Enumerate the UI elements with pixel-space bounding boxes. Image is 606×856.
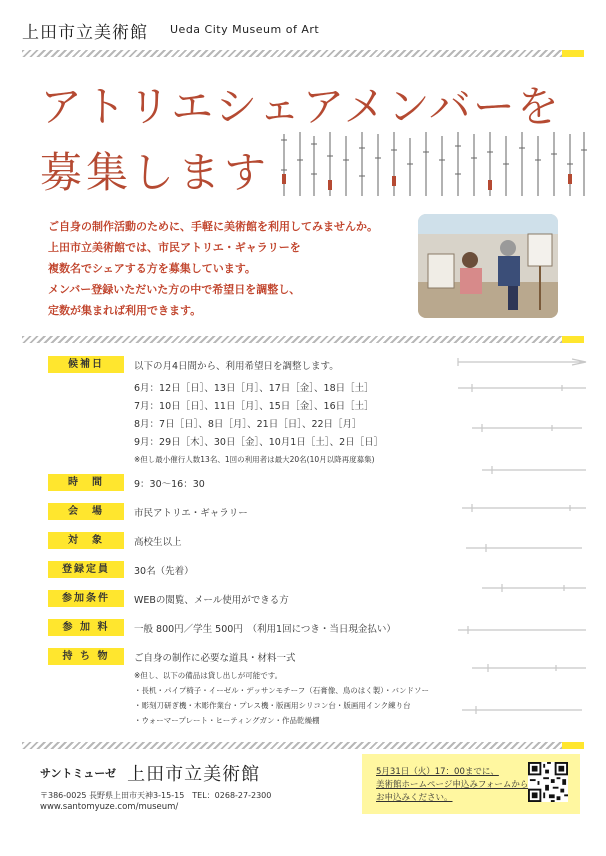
label-time: 時 間 (48, 474, 124, 491)
website-link[interactable]: www.santomyuze.com/museum/ (40, 802, 179, 812)
mid-divider (22, 336, 562, 343)
schedule-august: 8月：7日［日］、8日［月］、21日［日］、22日［月］ (134, 419, 362, 430)
deadline-line: お申込みください。 (376, 793, 453, 803)
santomyuze-logo: サントミューゼ (40, 767, 117, 780)
time-value: 9：30〜16：30 (134, 479, 205, 490)
footer-divider-accent (562, 742, 584, 749)
intro-text (48, 216, 378, 321)
dates-lead: 以下の月4日間から、利用希望日を調整します。 (134, 361, 339, 372)
museum-name-jp: 上田市立美術館 (22, 23, 148, 43)
intro-line: メンバー登録いただいた方の中で希望日を調整し、 (48, 283, 301, 296)
bring-note: ・彫刻刀研ぎ機・木彫作業台・プレス機・版画用シリコン台・版画用インク練り台 (134, 701, 411, 710)
schedule-june: 6月：12日［日］、13日［月］、17日［金］、18日［土］ (134, 383, 374, 394)
top-divider (22, 50, 562, 57)
footer-logo (40, 760, 260, 786)
label-venue: 会 場 (48, 503, 124, 520)
label-bring: 持 ち 物 (48, 648, 124, 665)
fee-value: 一般 800円／学生 500円 （利用1回につき・当日現金払い） (134, 624, 396, 635)
bring-note: ・ウォーマープレート・ヒーティングガン・作品乾燥棚 (134, 716, 320, 725)
label-capacity: 登録定員 (48, 561, 124, 578)
schedule-july: 7月：10日［日］、11日［月］、15日［金］、16日［土］ (134, 401, 374, 412)
bring-note: ※但し、以下の備品は貸し出しが可能です。 (134, 671, 283, 680)
title-line-2: 募集します (40, 148, 271, 197)
title-line-1: アトリエシェアメンバーを (40, 82, 561, 131)
footer-divider (22, 742, 562, 749)
label-condition: 参加条件 (48, 590, 124, 607)
label-target: 対 象 (48, 532, 124, 549)
deadline-line: 美術館ホームページ申込みフォームから (376, 780, 529, 790)
intro-line: 定数が集まれば利用できます。 (48, 304, 202, 317)
brushes-illustration (278, 130, 590, 200)
address: 〒386-0025 長野県上田市天神3-15-15 TEL：0268-27-2300 (40, 791, 272, 800)
intro-line: 複数名でシェアする方を募集しています。 (48, 262, 256, 275)
intro-line: 上田市立美術館では、市民アトリエ・ギャラリーを (48, 241, 301, 254)
qr-code[interactable] (528, 762, 568, 802)
bring-note: ・長机・パイプ椅子・イーゼル・デッサンモチーフ（石膏像、鳥のはく製）・バンドソー (134, 686, 429, 695)
target-value: 高校生以上 (134, 537, 182, 548)
dates-note: ※但し最小催行人数13名、1回の利用者は最大20名(10月以降再度募集) (134, 455, 375, 464)
label-dates: 候補日 (48, 356, 124, 373)
museum-name-en: Ueda City Museum of Art (170, 23, 320, 36)
condition-value: WEBの閲覧、メール使用ができる方 (134, 595, 289, 606)
venue-value: 市民アトリエ・ギャラリー (134, 508, 248, 519)
footer-museum-name: 上田市立美術館 (127, 764, 261, 785)
intro-line: ご自身の制作活動のために、手軽に美術館を利用してみませんか。 (48, 220, 378, 233)
pens-illustration (452, 348, 592, 728)
schedule-september: 9月：29日［木］、30日［金］、10月1日［土］、2日［日］ (134, 437, 384, 448)
mid-divider-accent (562, 336, 584, 343)
deadline-line: 5月31日（火）17：00までに、 (376, 767, 499, 777)
top-divider-accent (562, 50, 584, 57)
bring-value: ご自身の制作に必要な道具・材料一式 (134, 653, 296, 664)
capacity-value: 30名（先着） (134, 566, 194, 577)
studio-photo (418, 214, 558, 318)
label-fee: 参 加 料 (48, 619, 124, 636)
deadline-text (376, 766, 528, 805)
